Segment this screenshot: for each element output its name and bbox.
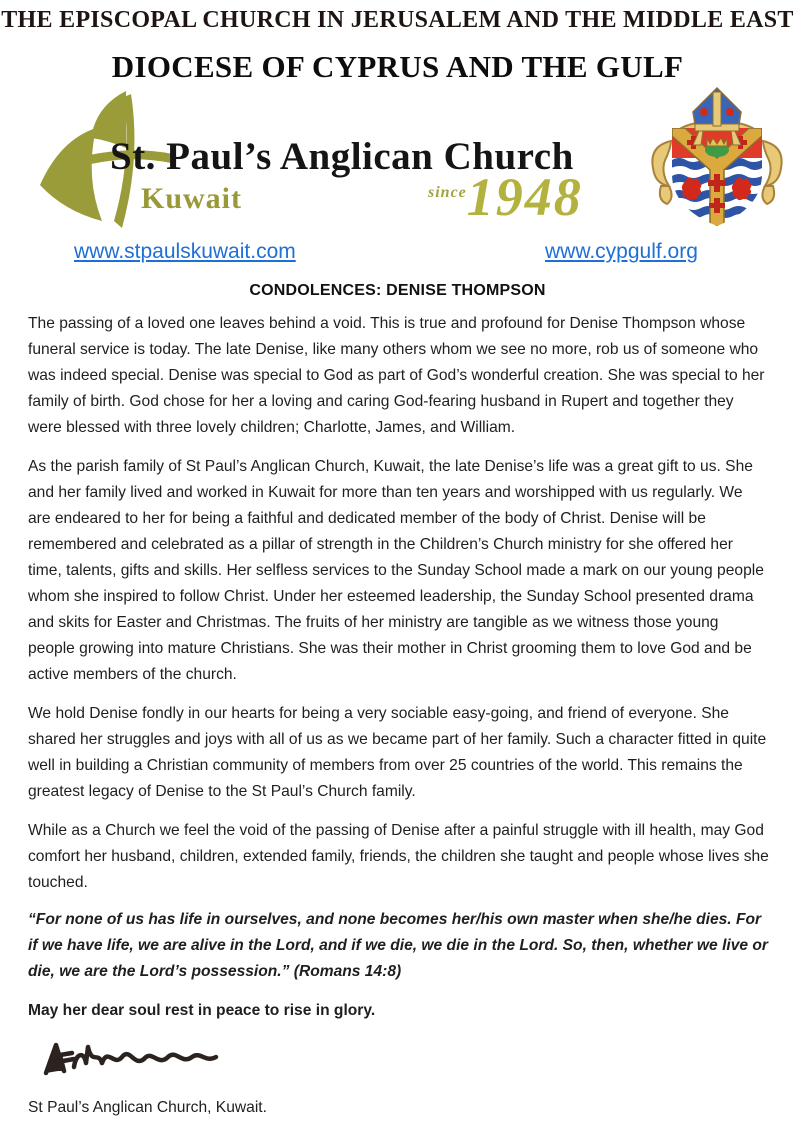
paragraph-3: We hold Denise fondly in our hearts for being a very sociable easy-going, and friend of everyone. She shared her struggles and joys with all of us as we became part of her family. Such a character fitted in quite well in building a Christian community of members from over 25 countries of the world. This remains the greatest legacy of Denise to the St Paul’s Church family. — [28, 705, 767, 800]
closing-line: May her dear soul rest in peace to rise in glory. — [28, 1002, 376, 1019]
church-location: Kuwait — [141, 182, 243, 215]
scripture-quote: “For none of us has life in ourselves, and none becomes her/his own master when she/he dies. For if we have life, we are alive in the Lord, and if we die, we die in the Lord. So, then, whether we live or die, we are the Lord’s possession.” (Romans 14:8) — [28, 911, 769, 980]
province-title: THE EPISCOPAL CHURCH IN JERUSALEM AND THE MIDDLE EAST — [1, 7, 794, 33]
signature — [40, 1037, 769, 1083]
since-year: 1948 — [466, 167, 583, 227]
links-row — [0, 240, 795, 270]
since-label: since — [428, 184, 467, 201]
since-1948 — [428, 166, 583, 228]
church-name: St. Paul’s Anglican Church — [110, 135, 574, 178]
paragraph-4: While as a Church we feel the void of the passing of Denise after a painful struggle with ill health, may God comfort her husband, children, extended family, friends, the children she taught and people whose lives she touched. — [28, 822, 769, 891]
cypgulf-link[interactable]: www.cypgulf.org — [545, 240, 698, 263]
logo-band — [0, 88, 795, 246]
stpaulskuwait-link[interactable]: www.stpaulskuwait.com — [74, 240, 296, 263]
signature-icon — [40, 1037, 230, 1083]
paragraph-1: The passing of a loved one leaves behind a void. This is true and profound for Denise Thompson whose funeral service is today. The late Denise, like many others whom we see no more, rob us of someone who was indeed special. Denise was special to God as part of God’s wonderful creation. She was special to her family of birth. God chose for her a loving and caring God-fearing husband in Rupert and together they were blessed with three lovely children; Charlotte, James, and William. — [28, 315, 765, 436]
diocese-crest-icon — [641, 86, 793, 248]
condolence-title: CONDOLENCES: DENISE THOMPSON — [249, 282, 546, 299]
paragraph-2: As the parish family of St Paul’s Anglican Church, Kuwait, the late Denise’s life was a great gift to us. She and her family lived and worked in Kuwait for more than ten years and worshipped with us regularly. We are endeared to her for being a faithful and dedicated member of the body of Christ. Denise will be remembered and celebrated as a pillar of strength in the Children’s Church ministry for she offered her time, talents, gifts and skills. Her selfless services to the Sunday School made a mark on our young people whom she inspired to follow Christ. Under her esteemed leadership, the Sunday School presented drama and skits for Easter and Christmas. The fruits of her ministry are tangible as we witness those young people growing into mature Christians. She was their mother in Christ grooming them to love God and be active members of the church. — [28, 458, 764, 683]
diocese-title: DIOCESE OF CYPRUS AND THE GULF — [111, 49, 684, 84]
footer-church-name: St Paul’s Anglican Church, Kuwait. — [28, 1099, 267, 1116]
condolence-body — [28, 311, 769, 1134]
